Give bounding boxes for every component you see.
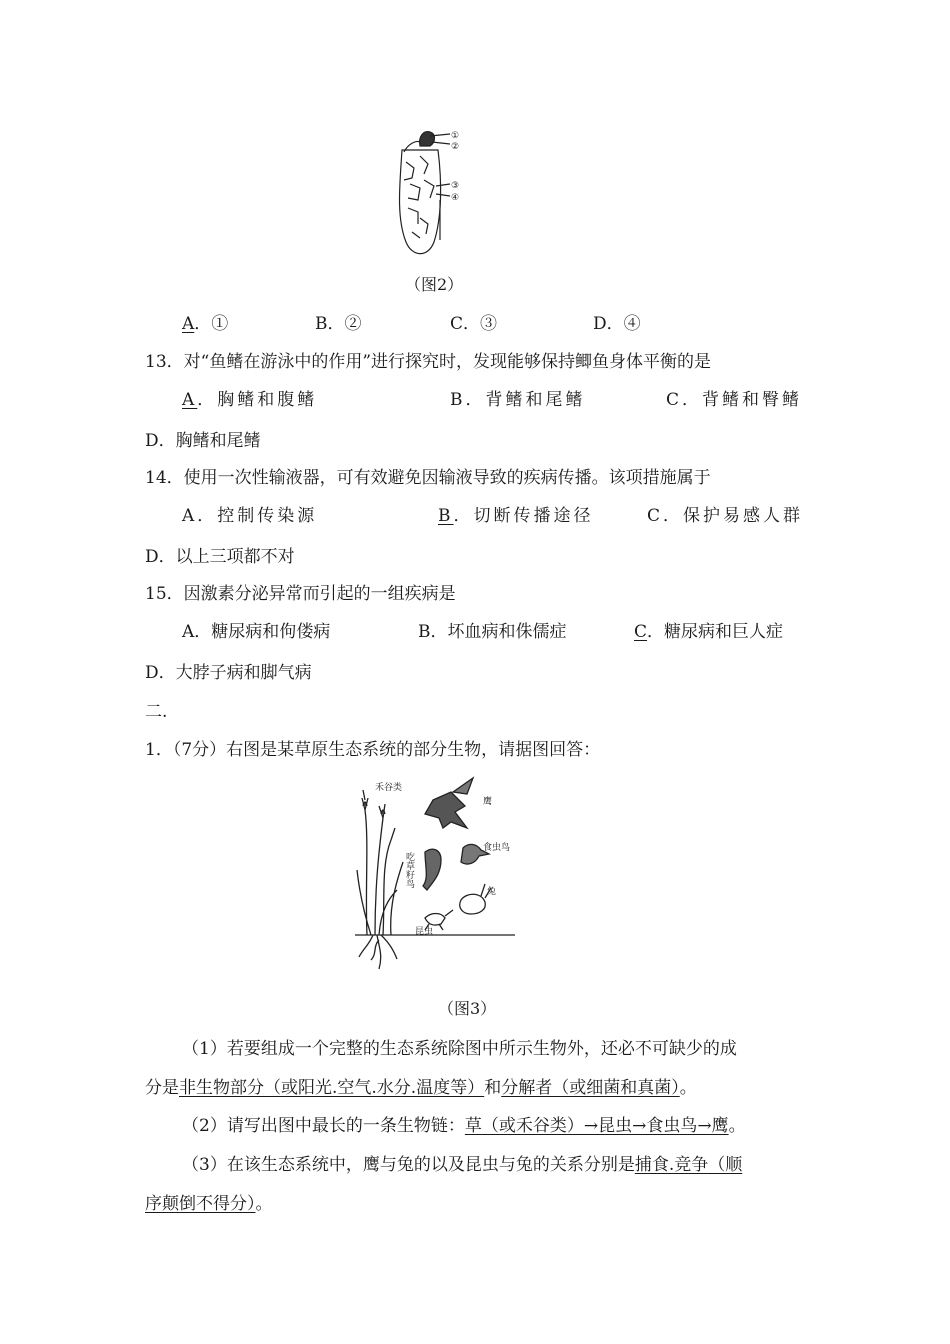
answer-2-blank: 草（或禾谷类）→昆虫→食虫鸟→鹰 [464, 1116, 729, 1136]
q14-option-a: A．控制传染源 [182, 506, 318, 526]
label-insect-bird: 食虫鸟 [483, 843, 511, 853]
figure-2-diagram [390, 122, 470, 262]
section2-q1-stem: 1．（7分）右图是某草原生态系统的部分生物，请据图回答： [145, 740, 601, 760]
q15-option-c: C．糖尿病和巨人症 [634, 622, 784, 642]
label-rabbit: 兔 [487, 887, 497, 897]
label-insect: 昆虫 [415, 927, 434, 937]
q14-option-b: B．切断传播途径 [438, 506, 594, 526]
label-grass: 禾谷类 [375, 783, 403, 793]
figure-3-caption: （图3） [438, 999, 497, 1018]
label-seed-bird: 吃草籽鸟 [404, 852, 414, 888]
q12-option-b: B．② [315, 314, 362, 334]
q13-stem: 13．对“鱼鳍在游泳中的作用”进行探究时，发现能够保持鲫鱼身体平衡的是 [145, 352, 712, 372]
q12-option-d: D．④ [593, 314, 641, 334]
answer-3-blank-a: 捕食.竞争（顺 [634, 1155, 743, 1175]
answer-3-line2: 序颠倒不得分）。 [145, 1194, 273, 1214]
figure-3-ecosystem [345, 770, 520, 990]
q15-stem: 15．因激素分泌异常而引起的一组疾病是 [145, 584, 456, 604]
q14-option-d: D．以上三项都不对 [145, 547, 295, 567]
answer-1-blank-2: 分解者（或细菌和真菌） [501, 1078, 680, 1098]
q15-option-a: A．糖尿病和佝偻病 [182, 622, 331, 642]
q13-option-b: B．背鳍和尾鳍 [450, 390, 586, 410]
q13-option-c: C．背鳍和臀鳍 [666, 390, 803, 410]
q13-option-d: D．胸鳍和尾鳍 [145, 431, 261, 451]
q14-stem: 14．使用一次性输液器，可有效避免因输液导致的疾病传播。该项措施属于 [145, 468, 711, 488]
q15-option-d: D．大脖子病和脚气病 [145, 663, 312, 683]
answer-1-blank-1: 非生物部分（或阳光.空气.水分.温度等） [179, 1078, 485, 1098]
answer-3-blank-b: 序颠倒不得分） [145, 1194, 256, 1214]
answer-2-line: （2）请写出图中最长的一条生物链：草（或禾谷类）→昆虫→食虫鸟→鹰。 [182, 1116, 746, 1136]
label-eagle: 鹰 [483, 797, 493, 807]
answer-1-line2: 分是非生物部分（或阳光.空气.水分.温度等）和分解者（或细菌和真菌）。 [145, 1078, 697, 1098]
q12-option-c: C．③ [450, 314, 498, 334]
marker-4: ④ [451, 193, 460, 203]
q13-option-a: A．胸鳍和腹鳍 [182, 390, 318, 410]
marker-2: ② [451, 142, 460, 152]
marker-1: ① [451, 131, 460, 141]
answer-3-line1: （3）在该生态系统中，鹰与兔的以及昆虫与兔的关系分别是捕食.竞争（顺 [182, 1155, 743, 1175]
answer-1-line1: （1）若要组成一个完整的生态系统除图中所示生物外，还必不可缺少的成 [182, 1039, 737, 1059]
q12-option-a: A．① [182, 314, 229, 334]
q15-option-b: B．坏血病和侏儒症 [418, 622, 567, 642]
figure-2-caption: （图2） [405, 275, 464, 294]
marker-3: ③ [451, 181, 460, 191]
q14-option-c: C．保护易感人群 [647, 506, 804, 526]
section-heading: 二. [145, 702, 168, 722]
